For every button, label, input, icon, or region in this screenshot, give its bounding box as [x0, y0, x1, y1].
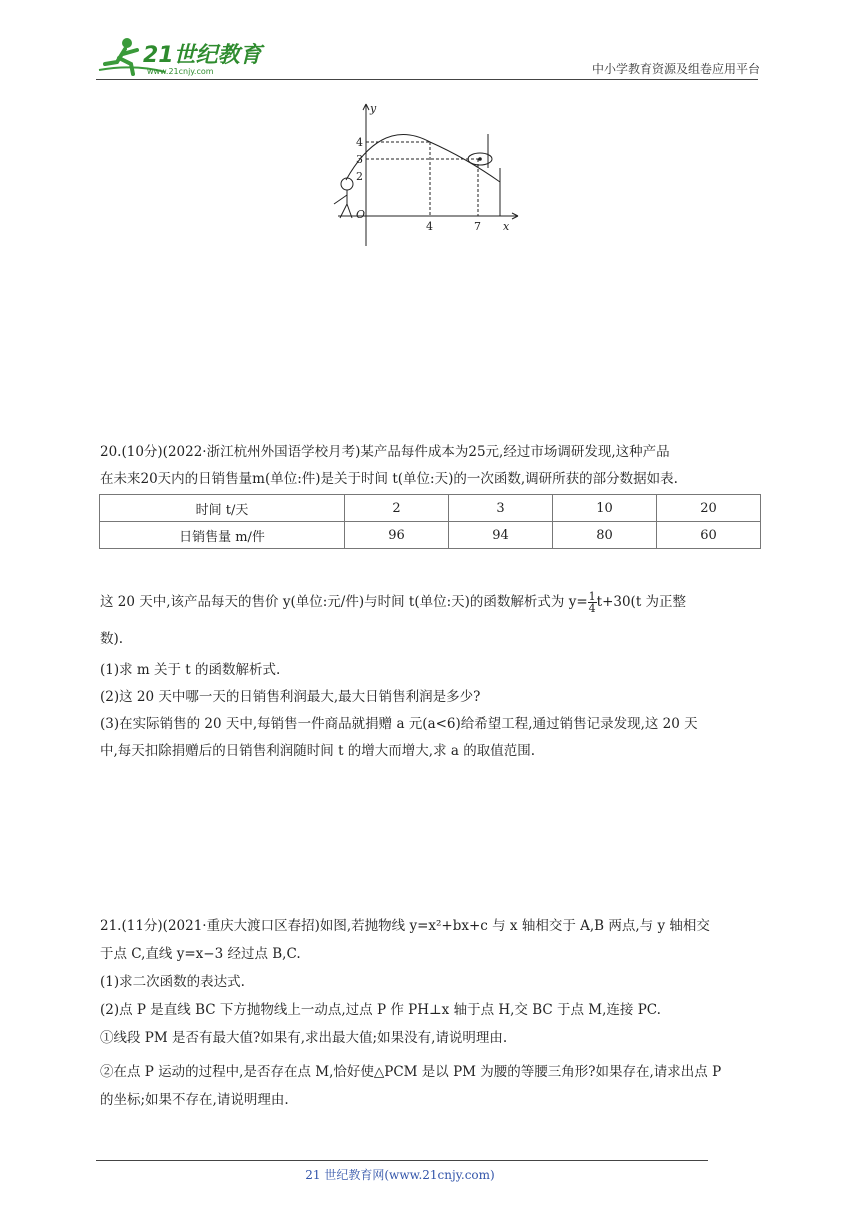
q21-sub2b-line2: 的坐标;如果不存在,请说明理由. [100, 1092, 289, 1108]
q20-line3 [100, 588, 686, 616]
q21-line2: 于点 C,直线 y=x−3 经过点 B,C. [100, 946, 301, 962]
x-axis-label: x [503, 220, 510, 233]
y-tick-4: 4 [356, 136, 363, 149]
fraction [588, 591, 597, 614]
header-platform-text: 中小学教育资源及组卷应用平台 [591, 62, 760, 76]
q20-data-table [99, 494, 761, 549]
y-tick-3: 3 [356, 153, 363, 166]
origin-label: O [356, 208, 366, 221]
table-cell: 94 [449, 522, 553, 549]
fraction-numerator: 1 [588, 590, 596, 603]
table-cell: 10 [553, 495, 657, 522]
table-cell: 2 [345, 495, 449, 522]
q21-sub2: (2)点 P 是直线 BC 下方抛物线上一动点,过点 P 作 PH⊥x 轴于点 H,交 BC 于点 M,连接 PC. [100, 1002, 661, 1018]
logo-url: www.21cnjy.com [147, 67, 214, 76]
q20-line2: 在未来20天内的日销售量m(单位:件)是关于时间 t(单位:天)的一次函数,调研所获的部分数据如表. [100, 471, 678, 487]
q20-line3-pre: 这 20 天中,该产品每天的售价 y(单位:元/件)与时间 t(单位:天)的函数解析式为 y= [100, 594, 588, 610]
table-row [100, 522, 761, 549]
y-axis-label: y [370, 102, 377, 115]
q20-sub3-line2: 中,每天扣除捐赠后的日销售利润随时间 t 的增大而增大,求 a 的取值范围. [100, 743, 536, 759]
x-tick-4: 4 [426, 220, 433, 233]
q20-line3-post: t+30(t 为正整 [596, 594, 687, 610]
q21-sub2b-line1: ②在点 P 运动的过程中,是否存在点 M,恰好使△PCM 是以 PM 为腰的等腰三角形?如果存在,请求出点 P [100, 1064, 722, 1080]
q20-line1: 20.(10分)(2022·浙江杭州外国语学校月考)某产品每件成本为25元,经过市场调研发现,这种产品 [100, 444, 670, 460]
footer-link[interactable]: 21 世纪教育网(www.21cnjy.com) [305, 1168, 495, 1182]
q21-line1: 21.(11分)(2021·重庆大渡口区春招)如图,若抛物线 y=x²+bx+c 与 x 轴相交于 A,B 两点,与 y 轴相交 [100, 918, 710, 934]
table-header-time: 时间 t/天 [100, 495, 345, 522]
logo-text: 21世纪教育 [143, 43, 262, 68]
x-tick-7: 7 [474, 220, 481, 233]
table-cell: 80 [553, 522, 657, 549]
parabola-figure [320, 98, 530, 248]
table-cell: 20 [657, 495, 761, 522]
q20-line4: 数). [100, 631, 124, 647]
y-tick-2: 2 [356, 170, 363, 183]
table-cell: 96 [345, 522, 449, 549]
table-cell: 60 [657, 522, 761, 549]
person-icon [334, 178, 353, 218]
header-divider [96, 79, 758, 80]
table-row [100, 495, 761, 522]
site-logo [95, 34, 265, 80]
footer-divider [96, 1160, 708, 1161]
q20-sub3-line1: (3)在实际销售的 20 天中,每销售一件商品就捐赠 a 元(a<6)给希望工程,通过销售记录发现,这 20 天 [100, 716, 698, 732]
q21-sub1: (1)求二次函数的表达式. [100, 974, 245, 990]
q20-sub1: (1)求 m 关于 t 的函数解析式. [100, 662, 281, 678]
fraction-denominator: 4 [588, 602, 596, 615]
q21-sub2a: ①线段 PM 是否有最大值?如果有,求出最大值;如果没有,请说明理由. [100, 1030, 508, 1046]
table-header-sales: 日销售量 m/件 [100, 522, 345, 549]
table-cell: 3 [449, 495, 553, 522]
q20-sub2: (2)这 20 天中哪一天的日销售利润最大,最大日销售利润是多少? [100, 689, 481, 705]
